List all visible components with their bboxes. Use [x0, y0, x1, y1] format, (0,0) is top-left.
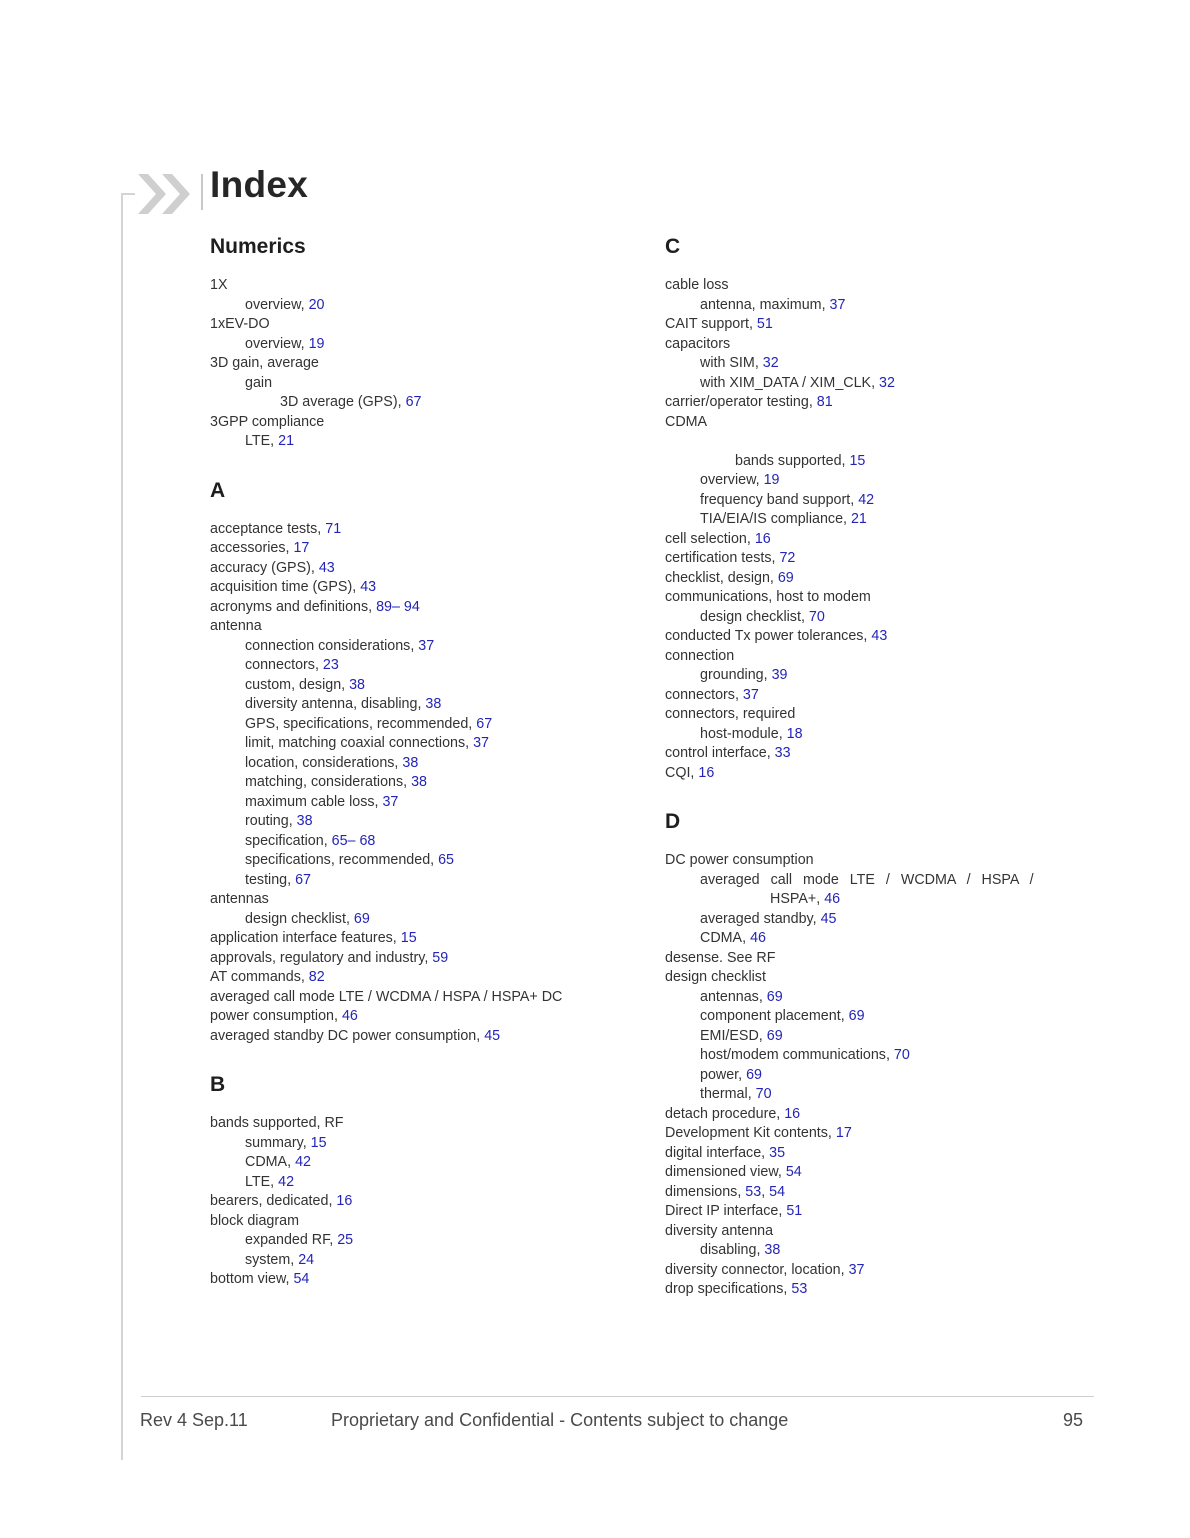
page-reference-link[interactable]: 42: [295, 1154, 311, 1170]
index-section: [665, 808, 1060, 1300]
index-subentry: connection considerations, 37: [245, 637, 435, 654]
page-reference-link[interactable]: 71: [325, 520, 342, 537]
page-reference-link[interactable]: 37: [418, 637, 435, 654]
index-term: bands supported: [735, 452, 842, 469]
page-reference-link[interactable]: 43: [318, 559, 335, 576]
page-reference-link[interactable]: 54: [293, 1271, 310, 1287]
index-entry: [665, 413, 1060, 433]
page-reference-link[interactable]: 38: [425, 696, 442, 712]
index-term: antenna: [210, 618, 262, 634]
index-entry: [665, 851, 1060, 871]
page-reference-link[interactable]: 45: [820, 910, 837, 927]
index-term: digital interface: [665, 1144, 762, 1161]
index-subentry: expanded RF, 25: [245, 1232, 354, 1248]
index-entry: dimensioned view, 54: [665, 1164, 802, 1180]
index-entry: [210, 413, 630, 433]
index-term: limit, matching coaxial connections: [245, 735, 466, 751]
page-margin-rule: [121, 193, 123, 1460]
index-term: component placement: [700, 1008, 841, 1024]
page-reference-link[interactable]: 46: [824, 891, 841, 907]
index-term: approvals, regulatory and industry: [210, 949, 425, 966]
page-reference-link[interactable]: 53: [745, 1183, 762, 1200]
page-reference-link[interactable]: 69: [848, 1008, 865, 1024]
index-term: location, considerations: [245, 754, 395, 771]
page-reference-link[interactable]: 25: [337, 1232, 354, 1248]
page-reference-link[interactable]: 43: [871, 628, 888, 644]
page-reference-link[interactable]: 39: [771, 667, 788, 683]
index-term: summary: [245, 1134, 303, 1151]
index-entry: acceptance tests, 71: [210, 520, 342, 537]
index-term: communications, host to modem: [665, 589, 871, 605]
index-entry: carrier/operator testing, 81: [665, 394, 833, 410]
index-term: averaged standby DC power consumption: [210, 1027, 477, 1044]
index-entry: acronyms and definitions, 89– 94: [210, 598, 420, 615]
index-term: Direct IP interface: [665, 1203, 779, 1219]
page-reference-link[interactable]: 38: [402, 754, 419, 771]
index-entry: [210, 988, 630, 1008]
index-term: certification tests: [665, 550, 772, 566]
page-reference-link[interactable]: 70: [893, 1047, 910, 1063]
page-reference-link[interactable]: 45: [484, 1027, 501, 1044]
index-term: AT commands: [210, 969, 301, 985]
double-chevron-icon: [136, 168, 198, 220]
index-term: bands supported, RF: [210, 1115, 344, 1131]
page-reference-link[interactable]: 16: [698, 764, 715, 781]
index-term: with SIM: [700, 355, 755, 371]
index-term: specification: [245, 832, 324, 849]
index-term: CDMA: [700, 930, 743, 946]
index-term: diversity connector, location: [665, 1261, 841, 1278]
page-reference-link[interactable]: 15: [310, 1134, 327, 1151]
page-reference-link[interactable]: 15: [400, 930, 417, 946]
index-term: dimensions: [665, 1183, 738, 1200]
index-subentry: power, 69: [700, 1066, 763, 1083]
index-term: detach procedure: [665, 1105, 777, 1122]
index-term: bearers, dedicated: [210, 1193, 329, 1209]
index-subentry: GPS, specifications, recommended, 67: [245, 715, 493, 732]
page-reference-link[interactable]: 69: [766, 1027, 783, 1044]
index-term: EMI/ESD: [700, 1027, 759, 1044]
index-entry: [210, 890, 630, 910]
page-reference-link[interactable]: 67: [295, 871, 311, 888]
index-entry: [665, 335, 1060, 355]
index-entry: [210, 617, 630, 637]
index-subentry: overview, 19: [245, 335, 325, 352]
page-reference-link[interactable]: 89– 94: [376, 598, 420, 615]
index-entry: [665, 276, 1060, 296]
index-section: [210, 477, 630, 1047]
index-entry: detach procedure, 16: [665, 1105, 801, 1122]
index-term: disabling: [700, 1242, 757, 1258]
page-reference-link[interactable]: 65– 68: [331, 832, 376, 849]
index-entry: diversity connector, location, 37: [665, 1261, 865, 1278]
index-subentry: [665, 871, 1060, 891]
page-reference-link[interactable]: 32: [762, 355, 779, 371]
page-reference-link[interactable]: 16: [336, 1193, 353, 1209]
index-term: frequency band support: [700, 491, 851, 508]
index-subentry: TIA/EIA/IS compliance, 21: [700, 511, 867, 527]
index-subentry: summary, 15: [245, 1134, 327, 1151]
index-term: acceptance tests: [210, 520, 318, 537]
page-reference-link[interactable]: 33: [774, 745, 791, 761]
page-reference-link[interactable]: 46: [750, 930, 766, 946]
index-term: system: [245, 1251, 291, 1268]
index-term: thermal: [700, 1086, 748, 1102]
index-subentry: design checklist, 70: [700, 608, 825, 625]
index-subentry: LTE, 21: [245, 433, 295, 449]
index-subentry: connectors, 23: [245, 657, 339, 673]
page-reference-link[interactable]: 54: [785, 1164, 802, 1180]
index-term: host-module: [700, 725, 779, 742]
index-term: overview: [700, 472, 756, 488]
index-subentry: thermal, 70: [700, 1086, 772, 1102]
index-subentry: limit, matching coaxial connections, 37: [245, 735, 489, 751]
index-subentry: design checklist, 69: [245, 910, 370, 927]
page-reference-link[interactable]: 69: [353, 910, 370, 927]
index-subentry: with SIM, 32: [700, 355, 779, 371]
index-term: antennas: [700, 988, 759, 1005]
footer-revision: Rev 4 Sep.11: [140, 1410, 248, 1430]
page-reference-link[interactable]: 16: [784, 1105, 801, 1122]
index-subentry: EMI/ESD, 69: [700, 1027, 783, 1044]
index-section: [210, 1071, 630, 1290]
page-reference-link[interactable]: 37: [473, 735, 489, 751]
index-term: host/modem communications: [700, 1047, 886, 1063]
index-term: design checklist: [700, 608, 801, 625]
index-term: drop specifications: [665, 1281, 784, 1297]
index-entry: [665, 647, 1060, 667]
index-subentry: custom, design, 38: [245, 676, 366, 693]
page-reference-link[interactable]: 81: [816, 394, 833, 410]
section-heading: C: [665, 235, 681, 258]
index-entry: control interface, 33: [665, 745, 791, 761]
index-term: application interface features: [210, 930, 393, 946]
index-entry: cell selection, 16: [665, 530, 771, 547]
index-term: maximum cable loss: [245, 793, 375, 810]
index-entry: [210, 354, 630, 374]
page-reference-link[interactable]: 46: [341, 1008, 358, 1024]
page-reference-link[interactable]: 54: [769, 1183, 786, 1200]
index-term: HSPA+: [770, 891, 817, 907]
index-entry: application interface features, 15: [210, 930, 417, 946]
page-reference-link[interactable]: 38: [349, 676, 366, 693]
page-reference-link[interactable]: 35: [769, 1144, 786, 1161]
index-subentry: bands supported, 15: [735, 452, 866, 469]
index-entry: bearers, dedicated, 16: [210, 1193, 353, 1209]
index-term: connectors, required: [665, 706, 796, 722]
index-term: bottom view: [210, 1271, 286, 1287]
page-reference-link[interactable]: 38: [764, 1242, 781, 1258]
index-term: design checklist: [245, 910, 346, 927]
index-term: checklist, design: [665, 569, 770, 586]
index-term: averaged standby: [700, 910, 813, 927]
index-subentry: matching, considerations, 38: [245, 774, 428, 790]
index-subentry: host/modem communications, 70: [700, 1047, 910, 1063]
index-term: dimensioned view: [665, 1164, 778, 1180]
page-reference-link[interactable]: 69: [777, 569, 794, 586]
index-subentry: 3D average (GPS), 67: [280, 394, 422, 410]
footer-divider: [141, 1396, 1094, 1397]
index-term: CDMA: [245, 1154, 288, 1170]
index-term: desense. See RF: [665, 949, 776, 966]
page-reference-link[interactable]: 20: [308, 296, 325, 313]
index-term: overview: [245, 335, 301, 352]
section-heading: B: [210, 1073, 226, 1096]
page-reference-link[interactable]: 69: [766, 988, 783, 1005]
index-entry: connectors, 37: [665, 686, 759, 703]
page-reference-link[interactable]: 51: [756, 316, 773, 332]
page-reference-link[interactable]: 37: [848, 1261, 865, 1278]
index-entry: AT commands, 82: [210, 969, 325, 985]
index-term: diversity antenna, disabling: [245, 696, 418, 712]
index-term: CAIT support: [665, 316, 749, 332]
title-divider: [201, 174, 203, 210]
index-entry: [210, 276, 630, 296]
page-reference-link[interactable]: 38: [411, 774, 428, 790]
page-reference-link[interactable]: 53: [791, 1281, 808, 1297]
index-subentry: [210, 374, 630, 394]
index-subentry: LTE, 42: [245, 1173, 295, 1190]
index-term: antennas: [210, 891, 269, 907]
index-term: 3GPP compliance: [210, 413, 325, 430]
index-term: 1xEV-DO: [210, 316, 270, 332]
index-term: control interface: [665, 745, 767, 761]
page-reference-link[interactable]: 65: [438, 852, 455, 868]
index-subentry: system, 24: [245, 1251, 315, 1268]
page-reference-link[interactable]: 17: [835, 1125, 852, 1141]
index-subentry: grounding, 39: [700, 667, 788, 683]
index-entry: accuracy (GPS), 43: [210, 559, 335, 576]
page-reference-link[interactable]: 72: [779, 550, 796, 566]
index-subentry: antennas, 69: [700, 988, 783, 1005]
index-term: connectors: [665, 686, 735, 703]
index-term: power consumption: [210, 1008, 334, 1024]
page-reference-link[interactable]: 23: [322, 657, 339, 673]
index-entry: accessories, 17: [210, 540, 310, 556]
index-term: LTE: [245, 1173, 271, 1190]
index-term: acquisition time (GPS): [210, 579, 353, 595]
index-subentry: location, considerations, 38: [245, 754, 419, 771]
index-entry: certification tests, 72: [665, 550, 796, 566]
index-term: antenna, maximum: [700, 296, 822, 313]
index-term: expanded RF: [245, 1232, 330, 1248]
index-term: gain: [245, 374, 273, 391]
index-subentry: overview, 20: [245, 296, 325, 313]
index-column-right: [665, 233, 1060, 1325]
index-subentry: frequency band support, 42: [700, 491, 875, 508]
index-term: DC power consumption: [665, 852, 814, 868]
page-reference-link[interactable]: 24: [298, 1251, 315, 1268]
index-term: averaged call mode LTE / WCDMA / HSPA /: [700, 871, 1034, 888]
index-subentry: component placement, 69: [700, 1008, 865, 1024]
page-reference-link[interactable]: 37: [382, 793, 399, 810]
index-spacer: [665, 432, 1060, 452]
index-term: accessories: [210, 540, 286, 556]
index-term: with XIM_DATA / XIM_CLK: [700, 374, 872, 391]
index-term: connection considerations: [245, 637, 411, 654]
index-term: connectors: [245, 657, 315, 673]
index-entry: [665, 968, 1060, 988]
page-reference-link[interactable]: 69: [746, 1066, 763, 1083]
index-term: matching, considerations: [245, 774, 404, 790]
page-reference-link[interactable]: 37: [742, 686, 759, 703]
page-title: Index: [210, 164, 309, 205]
index-entry: approvals, regulatory and industry, 59: [210, 949, 449, 966]
index-term: LTE: [245, 433, 271, 449]
index-subentry: specifications, recommended, 65: [245, 852, 455, 868]
index-entry: checklist, design, 69: [665, 569, 794, 586]
index-entry: power consumption, 46: [210, 1008, 358, 1024]
page-reference-link[interactable]: 37: [829, 296, 846, 313]
index-entry: Development Kit contents, 17: [665, 1125, 852, 1141]
index-term: acronyms and definitions: [210, 598, 369, 615]
index-term: testing: [245, 871, 288, 888]
index-term: specifications, recommended: [245, 852, 431, 868]
index-entry: CQI, 16: [665, 764, 715, 781]
section-heading: D: [665, 810, 681, 833]
footer-notice: Proprietary and Confidential - Contents subject to change: [331, 1410, 789, 1430]
page-reference-link[interactable]: 51: [786, 1203, 803, 1219]
page-reference-link[interactable]: 15: [849, 452, 866, 469]
index-term: custom, design: [245, 676, 342, 693]
page-reference-link[interactable]: 70: [755, 1086, 772, 1102]
index-term: capacitors: [665, 335, 731, 352]
index-subentry: antenna, maximum, 37: [700, 296, 846, 313]
index-term: overview: [245, 296, 301, 313]
index-entry: [665, 588, 1060, 608]
index-column-left: [210, 233, 630, 1315]
index-subentry: maximum cable loss, 37: [245, 793, 399, 810]
index-subentry: with XIM_DATA / XIM_CLK, 32: [700, 374, 895, 391]
index-subentry: disabling, 38: [700, 1242, 781, 1258]
section-heading: A: [210, 478, 226, 502]
index-term: conducted Tx power tolerances: [665, 628, 864, 644]
index-subentry: CDMA, 42: [245, 1154, 311, 1170]
page-reference-link[interactable]: 21: [278, 433, 295, 449]
page-reference-link[interactable]: 67: [476, 715, 493, 732]
index-term: Development Kit contents: [665, 1125, 828, 1141]
index-subentry: CDMA, 46: [700, 930, 766, 946]
index-entry: CAIT support, 51: [665, 316, 773, 332]
index-term: 1X: [210, 277, 228, 293]
index-term: diversity antenna: [665, 1222, 774, 1239]
index-term: power: [700, 1066, 739, 1083]
index-entry: digital interface, 35: [665, 1144, 786, 1161]
section-heading: Numerics: [210, 235, 306, 258]
index-term: CQI: [665, 764, 691, 781]
index-entry: acquisition time (GPS), 43: [210, 579, 377, 595]
page-reference-link[interactable]: 67: [405, 394, 422, 410]
page-reference-link[interactable]: 18: [786, 725, 803, 742]
index-subentry: HSPA+, 46: [770, 891, 841, 907]
index-section: [665, 233, 1060, 783]
page-reference-link[interactable]: 59: [432, 949, 449, 966]
page-reference-link[interactable]: 19: [763, 472, 780, 488]
index-subentry: routing, 38: [245, 813, 313, 829]
page-reference-link[interactable]: 21: [850, 511, 867, 527]
index-entry: averaged standby DC power consumption, 45: [210, 1027, 501, 1044]
index-subentry: averaged standby, 45: [700, 910, 837, 927]
index-subentry: diversity antenna, disabling, 38: [245, 696, 442, 712]
page-reference-link[interactable]: 82: [308, 969, 325, 985]
page-reference-link[interactable]: 16: [754, 530, 771, 547]
index-entry: Direct IP interface, 51: [665, 1203, 803, 1219]
page-reference-link[interactable]: 38: [296, 813, 313, 829]
index-entry: drop specifications, 53: [665, 1281, 808, 1297]
page-reference-link[interactable]: 32: [879, 374, 895, 391]
page-reference-link[interactable]: 42: [858, 491, 875, 508]
index-term: carrier/operator testing: [665, 394, 809, 410]
page-reference-link[interactable]: 43: [360, 579, 377, 595]
index-term: grounding: [700, 667, 764, 683]
index-term: block diagram: [210, 1212, 299, 1229]
index-entry: [665, 705, 1060, 725]
index-subentry: specification, 65– 68: [245, 832, 376, 849]
index-term: TIA/EIA/IS compliance: [700, 511, 844, 527]
index-term: 3D average (GPS): [280, 394, 398, 410]
index-entry: [210, 1212, 630, 1232]
index-subentry: host-module, 18: [700, 725, 803, 742]
index-term: averaged call mode LTE / WCDMA / HSPA / HSPA+ DC: [210, 988, 563, 1005]
page-reference-link[interactable]: 19: [308, 335, 325, 352]
index-entry: [665, 949, 1060, 969]
page-reference-link[interactable]: 70: [808, 608, 825, 625]
index-entry: conducted Tx power tolerances, 43: [665, 628, 888, 644]
index-term: connection: [665, 647, 735, 664]
page-number: 95: [1063, 1410, 1084, 1430]
index-term: 3D gain, average: [210, 355, 319, 371]
index-term: design checklist: [665, 969, 766, 985]
index-term: GPS, specifications, recommended: [245, 715, 469, 732]
page-margin-tick: [121, 193, 135, 195]
index-term: CDMA: [665, 413, 708, 430]
index-entry: [210, 1114, 630, 1134]
index-term: cell selection: [665, 530, 747, 547]
index-term: routing: [245, 813, 289, 829]
index-entry: [665, 1222, 1060, 1242]
index-entry: dimensions, 53, 54: [665, 1183, 786, 1200]
index-entry: [210, 315, 630, 335]
index-subentry: testing, 67: [245, 871, 311, 888]
index-term: accuracy (GPS): [210, 559, 311, 576]
index-subentry: overview, 19: [700, 472, 780, 488]
index-entry: bottom view, 54: [210, 1271, 310, 1287]
page-reference-link[interactable]: 17: [293, 540, 310, 556]
page-reference-link[interactable]: 42: [278, 1173, 295, 1190]
index-section: [210, 233, 630, 452]
index-term: cable loss: [665, 277, 729, 293]
